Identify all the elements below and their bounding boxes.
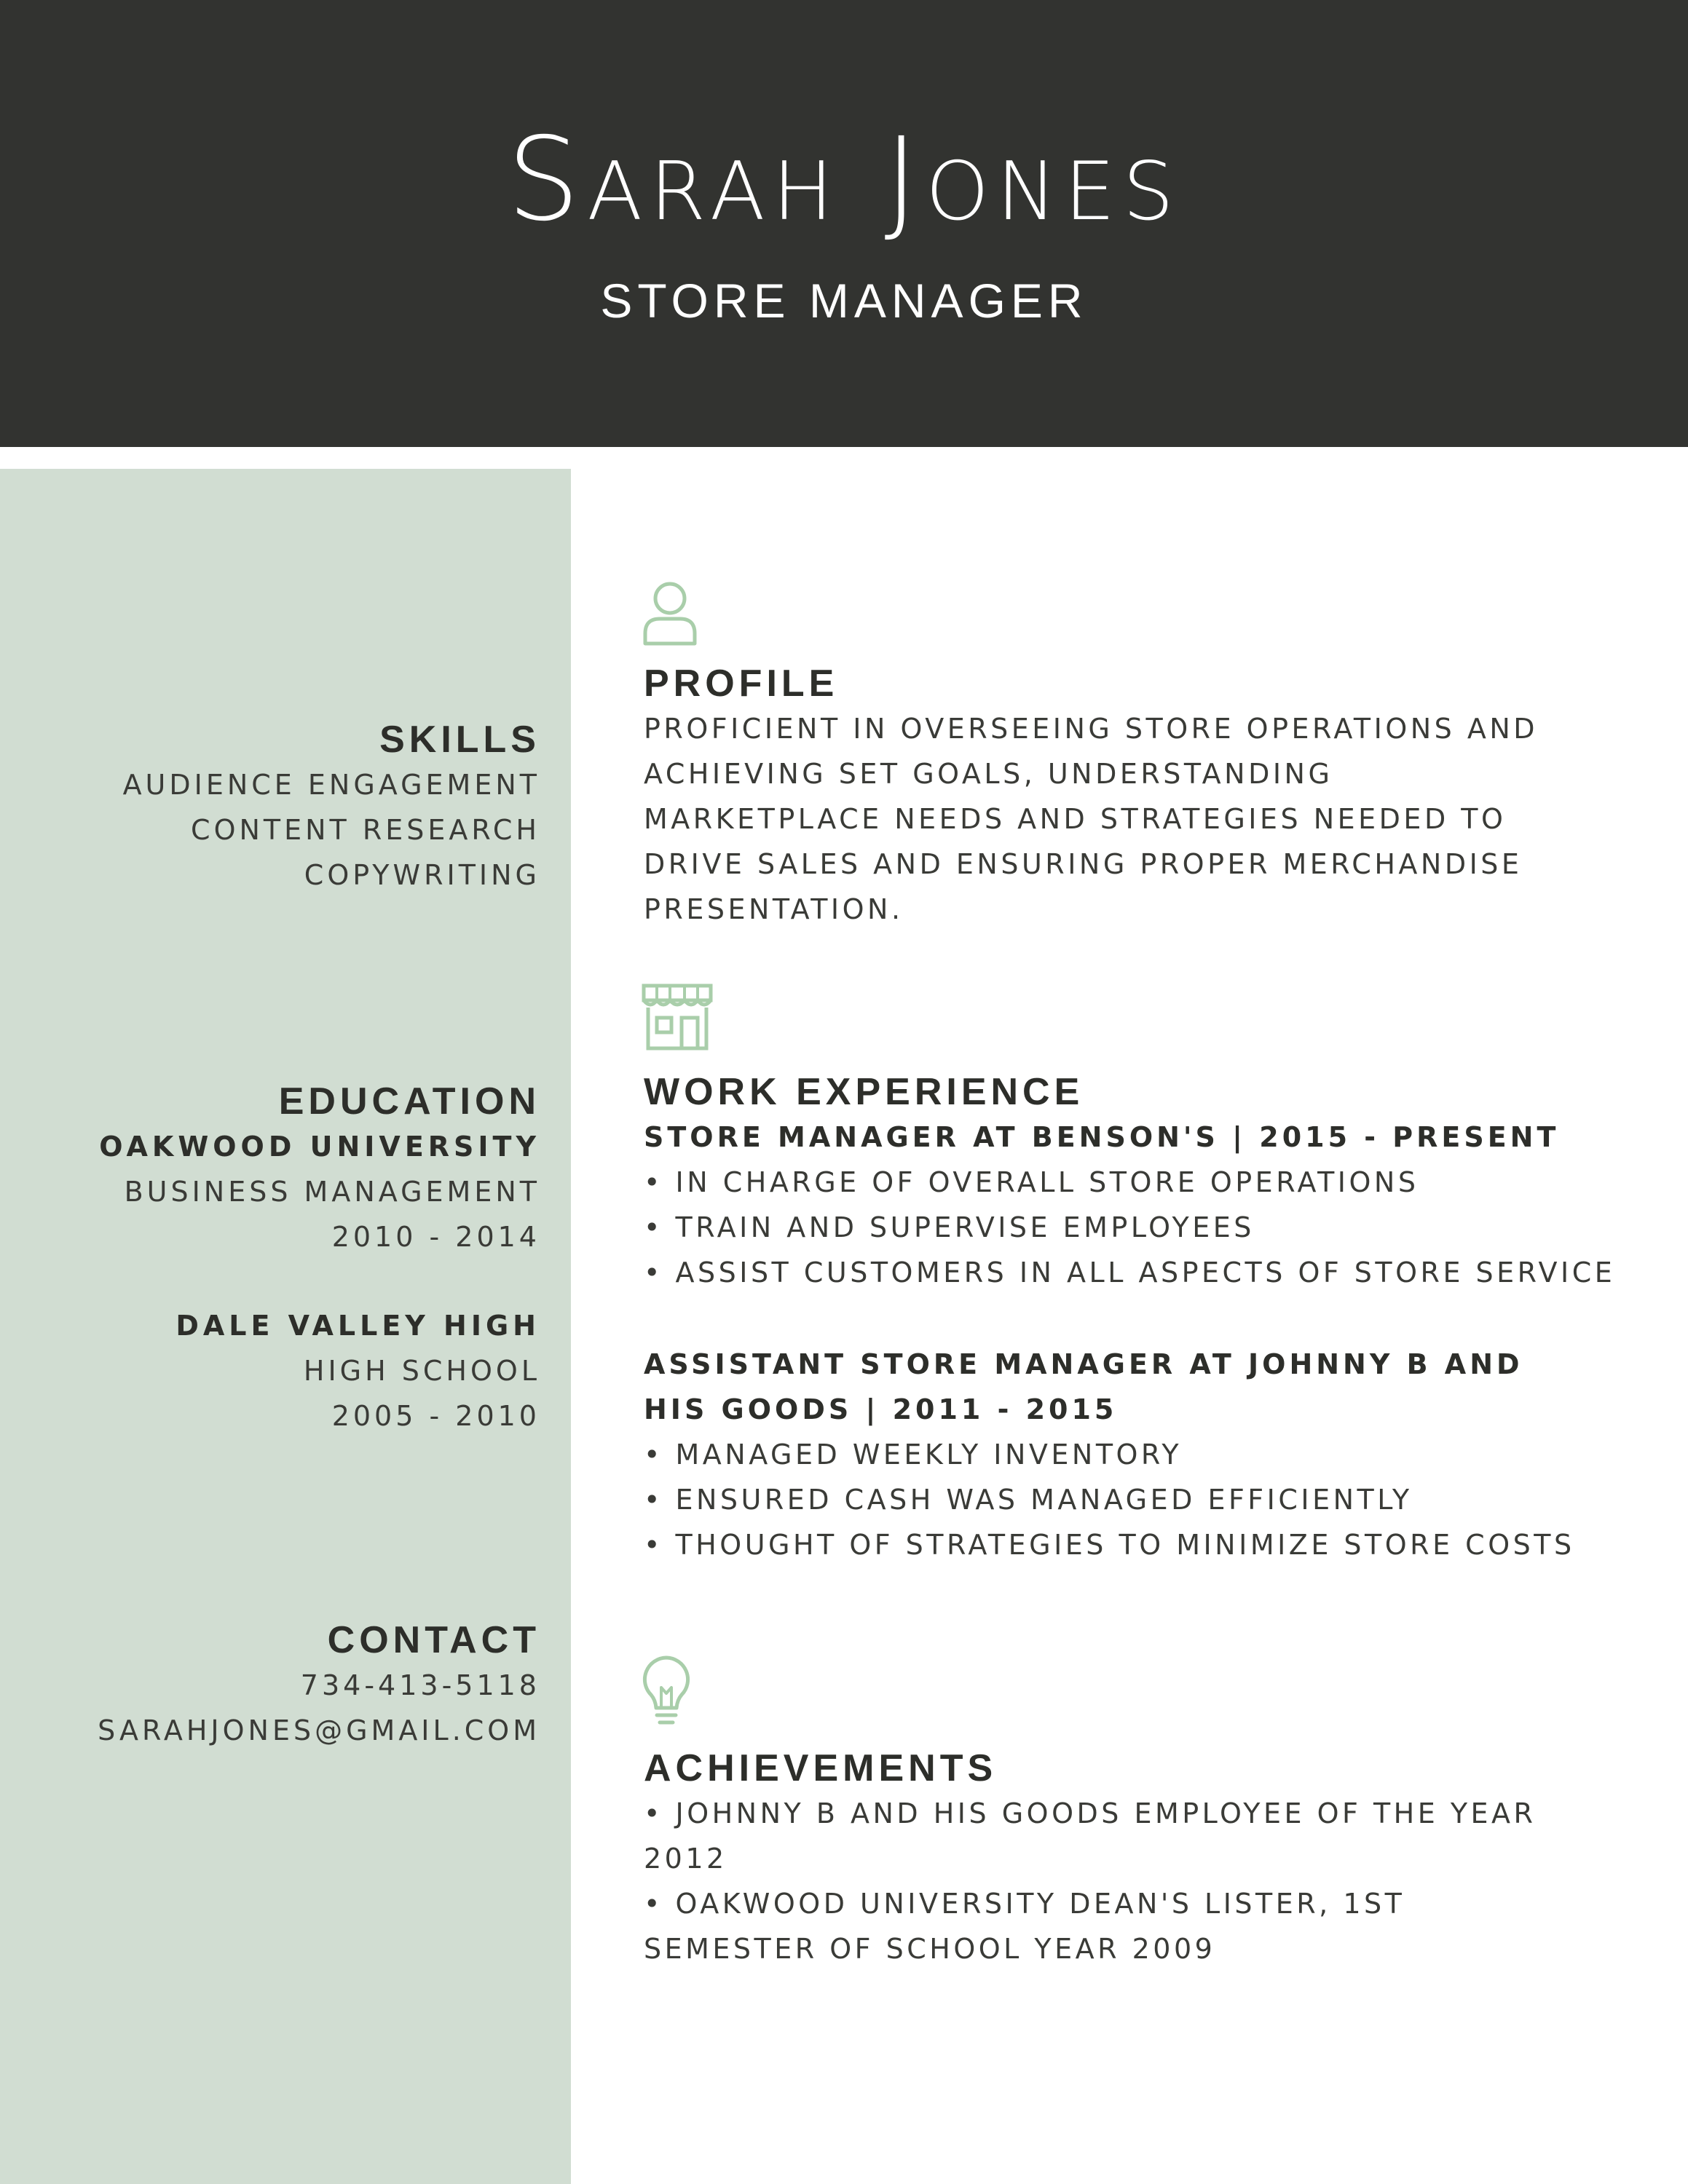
header-banner	[0, 0, 1688, 447]
skills-section	[123, 717, 540, 898]
job-entry-title: STORE MANAGER AT BENSON'S | 2015 - PRESENT	[644, 1121, 1560, 1153]
skill-item: COPYWRITING	[304, 859, 540, 891]
education-heading: EDUCATION	[278, 1080, 540, 1123]
education-section	[99, 1079, 540, 1439]
education-years: 2010 - 2014	[331, 1221, 540, 1253]
candidate-name: Sarah Jones	[506, 113, 1182, 247]
skill-item: AUDIENCE ENGAGEMENT	[122, 769, 540, 801]
contact-section	[98, 1618, 540, 1753]
education-years: 2005 - 2010	[331, 1400, 540, 1432]
achievement-item: • OAKWOOD UNIVERSITY DEAN'S LISTER, 1ST SEMESTER OF SCHOOL YEAR 2009	[644, 1888, 1405, 1965]
job-bullet: • IN CHARGE OF OVERALL STORE OPERATIONS	[644, 1166, 1419, 1198]
job-bullet: • THOUGHT OF STRATEGIES TO MINIMIZE STORE COSTS	[644, 1529, 1575, 1561]
work-heading: WORK EXPERIENCE	[644, 1071, 1084, 1113]
skill-item: CONTENT RESEARCH	[191, 814, 540, 846]
contact-heading: CONTACT	[327, 1619, 540, 1661]
contact-phone: 734-413-5118	[300, 1669, 540, 1701]
education-program: BUSINESS MANAGEMENT	[124, 1176, 540, 1208]
education-program: HIGH SCHOOL	[303, 1355, 540, 1387]
job-bullet: • ASSIST CUSTOMERS IN ALL ASPECTS OF STORE SERVICE	[644, 1257, 1616, 1289]
job-bullet: • MANAGED WEEKLY INVENTORY	[644, 1439, 1183, 1471]
job-bullet: • TRAIN AND SUPERVISE EMPLOYEES	[644, 1211, 1255, 1243]
skills-heading: SKILLS	[379, 719, 540, 761]
achievements-heading: ACHIEVEMENTS	[644, 1747, 998, 1789]
profile-heading: PROFILE	[644, 662, 839, 705]
profile-section	[644, 661, 1612, 932]
person-icon	[641, 579, 699, 646]
contact-email: SARAHJONES@GMAIL.COM	[98, 1714, 540, 1746]
achievements-section	[644, 1746, 1612, 1971]
job-bullet: • ENSURED CASH WAS MANAGED EFFICIENTLY	[644, 1484, 1413, 1516]
job-entry-title: ASSISTANT STORE MANAGER AT JOHNNY B AND HIS GOODS | 2011 - 2015	[644, 1348, 1523, 1425]
achievement-item: • JOHNNY B AND HIS GOODS EMPLOYEE OF THE YEAR 2012	[644, 1797, 1537, 1875]
work-section	[644, 1069, 1616, 1567]
lightbulb-icon	[641, 1654, 692, 1730]
education-school: DALE VALLEY HIGH	[175, 1310, 540, 1342]
job-title: STORE MANAGER	[600, 274, 1088, 328]
profile-text: PROFICIENT IN OVERSEEING STORE OPERATIONS AND ACHIEVING SET GOALS, UNDERSTANDING MARKETPLACE NEEDS AND STRATEGIES NEEDED TO DRIVE SALES AND ENSURING PROPER MERCHANDISE PRESENTATION.	[644, 713, 1539, 925]
education-school: OAKWOOD UNIVERSITY	[99, 1131, 540, 1163]
store-icon	[641, 983, 714, 1051]
